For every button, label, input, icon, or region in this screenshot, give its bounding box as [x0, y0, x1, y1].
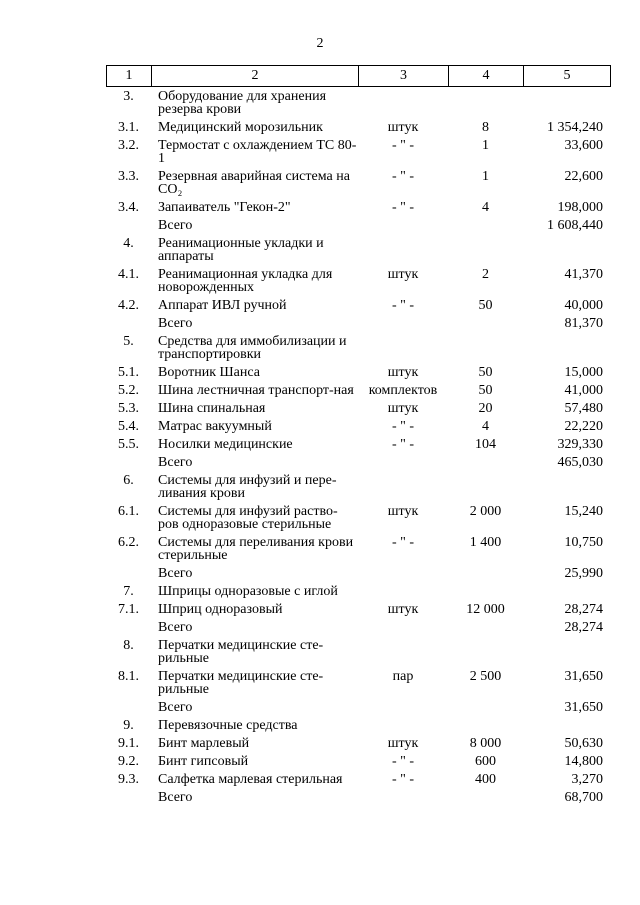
- amount: 81,370: [564, 316, 603, 331]
- item-name: Всего: [158, 790, 193, 805]
- quantity: [448, 317, 523, 330]
- table-body: [106, 88, 611, 807]
- unit: [358, 219, 448, 232]
- table-row: [106, 565, 611, 583]
- quantity: 1 400: [469, 535, 502, 550]
- unit: - " -: [391, 535, 415, 550]
- quantity: 400: [475, 772, 496, 787]
- unit: пар: [392, 669, 414, 684]
- row-number: 5.3.: [118, 401, 139, 416]
- table-row: [106, 534, 611, 565]
- item-name: Всего: [158, 316, 193, 331]
- quantity: [448, 335, 523, 361]
- row-number: 6.: [123, 473, 134, 488]
- item-name: Оборудование для хранения резерва крови: [158, 89, 327, 117]
- row-number: 4.2.: [118, 298, 139, 313]
- row-number: 5.1.: [118, 365, 139, 380]
- quantity: [448, 639, 523, 665]
- quantity: 2 500: [469, 669, 502, 684]
- quantity: [448, 90, 523, 116]
- table-row: [106, 333, 611, 364]
- row-number: 3.4.: [118, 200, 139, 215]
- quantity: [448, 621, 523, 634]
- quantity: 12 000: [466, 602, 505, 617]
- table-row: [106, 454, 611, 472]
- item-name: Системы для инфузий и пере-ливания крови: [158, 473, 337, 501]
- item-name: Всего: [158, 218, 193, 233]
- table-row: [106, 789, 611, 807]
- quantity: 20: [478, 401, 493, 416]
- item-name: Носилки медицинские: [158, 437, 293, 452]
- unit: [358, 719, 448, 732]
- table-row: [106, 235, 611, 266]
- quantity: 2 000: [469, 504, 502, 519]
- amount: 40,000: [564, 298, 603, 313]
- table-row: [106, 315, 611, 333]
- row-number: 7.1.: [118, 602, 139, 617]
- unit: [358, 90, 448, 116]
- table-row: [106, 717, 611, 735]
- quantity: 50: [478, 365, 493, 380]
- amount: 10,750: [564, 535, 603, 550]
- amount: 22,220: [564, 419, 603, 434]
- row-number: 9.3.: [118, 772, 139, 787]
- item-name: Всего: [158, 620, 193, 635]
- table-row: [106, 217, 611, 235]
- unit: [358, 701, 448, 714]
- row-number: 6.2.: [118, 535, 139, 550]
- quantity: [448, 701, 523, 714]
- amount: 57,480: [564, 401, 603, 416]
- unit: комплектов: [368, 383, 438, 398]
- amount: 31,650: [564, 669, 603, 684]
- amount: 1 608,440: [547, 218, 603, 233]
- item-name: Шприц одноразовый: [158, 602, 283, 617]
- item-name: Бинт гипсовый: [158, 754, 249, 769]
- amount: 28,274: [564, 602, 603, 617]
- unit: [358, 237, 448, 263]
- quantity: [448, 719, 523, 732]
- table-row: [106, 436, 611, 454]
- quantity: 8: [482, 120, 489, 135]
- amount: 25,990: [564, 566, 603, 581]
- table-row: [106, 668, 611, 699]
- item-name: Бинт марлевый: [158, 736, 250, 751]
- item-name: Запаиватель "Гекон-2": [158, 200, 291, 215]
- table-header: [106, 65, 611, 87]
- table-row: [106, 418, 611, 436]
- item-name: Всего: [158, 700, 193, 715]
- header-col-3: 3: [359, 66, 449, 86]
- unit: [358, 335, 448, 361]
- row-number: 5.: [123, 334, 134, 349]
- header-col-5: 5: [563, 68, 571, 83]
- table-row: [106, 619, 611, 637]
- table-row: [106, 637, 611, 668]
- amount: 50,630: [564, 736, 603, 751]
- quantity: 2: [482, 267, 489, 282]
- unit: - " -: [391, 200, 415, 215]
- header-col-2: 2: [152, 66, 359, 86]
- table-row: [106, 753, 611, 771]
- table-row: [106, 199, 611, 217]
- table-row: [106, 168, 611, 199]
- amount: 198,000: [557, 200, 603, 215]
- row-number: 5.4.: [118, 419, 139, 434]
- row-number: [106, 791, 151, 804]
- item-name: Термостат с охлаждением ТС 80-1: [158, 138, 357, 166]
- quantity: 8 000: [469, 736, 502, 751]
- row-number: [106, 567, 151, 580]
- table-row: [106, 583, 611, 601]
- unit: [358, 456, 448, 469]
- item-name: Медицинский морозильник: [158, 120, 323, 135]
- quantity: [448, 219, 523, 232]
- table-row: [106, 382, 611, 400]
- amount: 33,600: [564, 138, 603, 153]
- row-number: 8.: [123, 638, 134, 653]
- unit: - " -: [391, 437, 415, 452]
- unit: - " -: [391, 754, 415, 769]
- item-name: Всего: [158, 455, 193, 470]
- table-row: [106, 364, 611, 382]
- row-number: 3.1.: [118, 120, 139, 135]
- unit: штук: [387, 365, 419, 380]
- quantity: 4: [482, 419, 489, 434]
- page-number: 2: [316, 36, 324, 51]
- row-number: [106, 219, 151, 232]
- row-number: 5.2.: [118, 383, 139, 398]
- item-name: Матрас вакуумный: [158, 419, 272, 434]
- quantity: [448, 791, 523, 804]
- quantity: 50: [478, 383, 493, 398]
- item-name: Воротник Шанса: [158, 365, 260, 380]
- unit: - " -: [391, 138, 415, 153]
- unit: [358, 585, 448, 598]
- amount: [523, 335, 609, 361]
- table-row: [106, 297, 611, 315]
- table-row: [106, 503, 611, 534]
- amount: [523, 237, 609, 263]
- item-name: Шина спинальная: [158, 401, 266, 416]
- amount: 1 354,240: [547, 120, 603, 135]
- unit: [358, 621, 448, 634]
- quantity: 50: [478, 298, 493, 313]
- unit: штук: [387, 736, 419, 751]
- table-row: [106, 400, 611, 418]
- item-name: Перчатки медицинские сте-рильные: [158, 669, 324, 697]
- table-row: [106, 266, 611, 297]
- unit: штук: [387, 401, 419, 416]
- amount: 15,240: [564, 504, 603, 519]
- row-number: 6.1.: [118, 504, 139, 519]
- row-number: 7.: [123, 584, 134, 599]
- row-number: 8.1.: [118, 669, 139, 684]
- table-row: [106, 88, 611, 119]
- row-number: [106, 621, 151, 634]
- table-row: [106, 472, 611, 503]
- unit: штук: [387, 267, 419, 282]
- row-number: 4.1.: [118, 267, 139, 282]
- amount: 41,370: [564, 267, 603, 282]
- amount: 28,274: [564, 620, 603, 635]
- table-row: [106, 601, 611, 619]
- row-number: 9.2.: [118, 754, 139, 769]
- quantity: 104: [475, 437, 496, 452]
- row-number: [106, 701, 151, 714]
- table-row: [106, 699, 611, 717]
- item-name: Средства для иммобилизации и транспортировки: [158, 334, 347, 362]
- header-col-4: 4: [449, 66, 524, 86]
- quantity: 4: [482, 200, 489, 215]
- unit: [358, 791, 448, 804]
- item-name: Перевязочные средства: [158, 718, 298, 733]
- row-number: 9.: [123, 718, 134, 733]
- quantity: 1: [482, 169, 489, 184]
- table-row: [106, 735, 611, 753]
- item-name: Шина лестничная транспорт-ная: [158, 383, 354, 398]
- quantity: [448, 237, 523, 263]
- amount: 68,700: [564, 790, 603, 805]
- amount: [523, 639, 609, 665]
- amount: 3,270: [571, 772, 603, 787]
- item-name: Реанимационные укладки и аппараты: [158, 236, 324, 264]
- item-name: Шприцы одноразовые с иглой: [158, 584, 338, 599]
- quantity: 1: [482, 138, 489, 153]
- row-number: [106, 456, 151, 469]
- unit: штук: [387, 602, 419, 617]
- row-number: 5.5.: [118, 437, 139, 452]
- amount: 22,600: [564, 169, 603, 184]
- unit: - " -: [391, 298, 415, 313]
- quantity: [448, 567, 523, 580]
- amount: 465,030: [557, 455, 603, 470]
- item-name: Всего: [158, 566, 193, 581]
- unit: - " -: [391, 772, 415, 787]
- amount: 31,650: [564, 700, 603, 715]
- amount: 15,000: [564, 365, 603, 380]
- amount: [523, 90, 609, 116]
- amount: 41,000: [564, 383, 603, 398]
- row-number: 3.2.: [118, 138, 139, 153]
- amount: 14,800: [564, 754, 603, 769]
- row-number: 3.: [123, 89, 134, 104]
- item-name: Перчатки медицинские сте-рильные: [158, 638, 324, 666]
- item-name: Аппарат ИВЛ ручной: [158, 298, 287, 313]
- unit: - " -: [391, 169, 415, 184]
- row-number: [106, 317, 151, 330]
- quantity: [448, 474, 523, 500]
- unit: штук: [387, 504, 419, 519]
- unit: [358, 317, 448, 330]
- item-name: Салфетка марлевая стерильная: [158, 772, 343, 787]
- unit: [358, 474, 448, 500]
- unit: [358, 639, 448, 665]
- amount: [523, 585, 609, 598]
- header-col-1: 1: [107, 66, 152, 86]
- amount: [523, 719, 609, 732]
- quantity: [448, 585, 523, 598]
- quantity: [448, 456, 523, 469]
- row-number: 4.: [123, 236, 134, 251]
- unit: - " -: [391, 419, 415, 434]
- item-name: Системы для инфузий раство-ров одноразовые стерильные: [158, 504, 338, 532]
- row-number: 9.1.: [118, 736, 139, 751]
- unit: штук: [387, 120, 419, 135]
- unit: [358, 567, 448, 580]
- item-name: Системы для переливания крови стерильные: [158, 535, 354, 563]
- amount: 329,330: [557, 437, 603, 452]
- table-row: [106, 119, 611, 137]
- row-number: 3.3.: [118, 169, 139, 184]
- table-row: [106, 137, 611, 168]
- item-name: Реанимационная укладка для новорожденных: [158, 267, 333, 295]
- table-row: [106, 771, 611, 789]
- amount: [523, 474, 609, 500]
- item-name: Резервная аварийная система на СО₂: [158, 169, 350, 197]
- quantity: 600: [475, 754, 496, 769]
